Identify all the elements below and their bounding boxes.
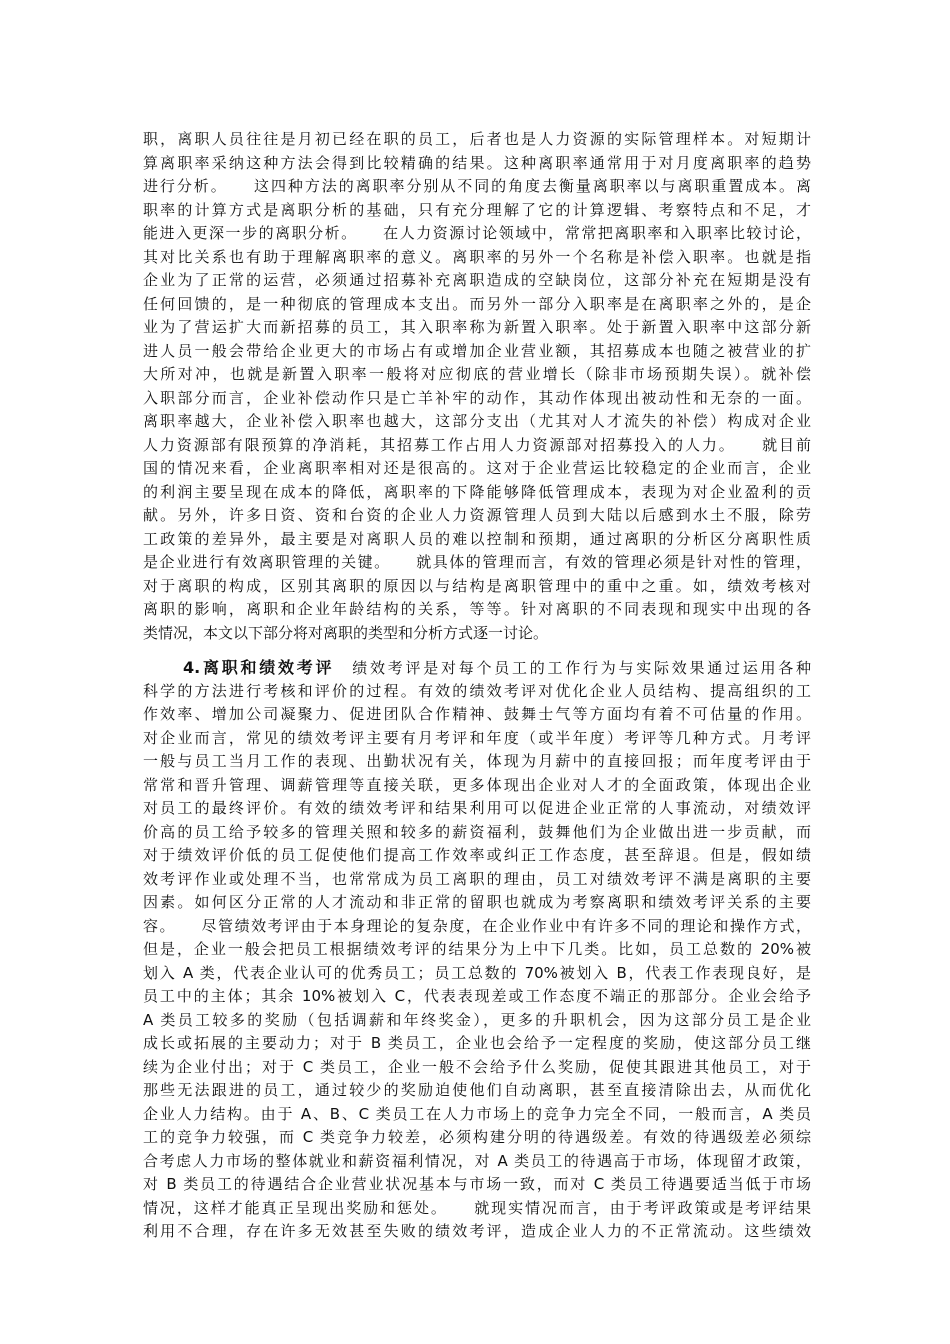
paragraph-line: 进人员一般会带给企业更大的市场占有或增加企业营业额，其招募成本也随之被营业的扩 bbox=[143, 341, 811, 360]
paragraph-line: 的利润主要呈现在成本的降低，离职率的下降能够降低管理成本，表现为对企业盈利的贡 bbox=[143, 482, 811, 501]
paragraph-line: 入职部分而言，企业补偿动作只是亡羊补牢的动作，其动作体现出被动性和无奈的一面。 bbox=[143, 388, 811, 407]
paragraph-line: 利用不合理，存在许多无效甚至失败的绩效考评，造成企业人力的不正常流动。这些绩效 bbox=[143, 1222, 811, 1240]
paragraph-line: 能进入更深一步的离职分析。 在人力资源讨论领域中，常常把离职率和入职率比较讨论， bbox=[143, 224, 811, 242]
paragraph-line: 对员工的最终评价。有效的绩效考评和结果利用可以促进企业正常的人事流动，对绩效评 bbox=[143, 799, 811, 817]
paragraph-line: 因素。如何区分正常的人才流动和非正常的留职也就成为考察离职和绩效考评关系的主要 bbox=[143, 893, 811, 911]
paragraph-line: 国的情况来看，企业离职率相对还是很高的。这对于企业营运比较稳定的企业而言，企业 bbox=[143, 459, 811, 477]
paragraph-line: 任何回馈的，是一种彻底的管理成本支出。而另外一部分入职率是在离职率之外的，是企 bbox=[143, 294, 811, 313]
paragraph-line: 绩效考评是对每个员工的工作行为与实际效果通过运用各种 bbox=[352, 659, 811, 677]
paragraph-line: 对于绩效评价低的员工促使他们提高工作效率或纠正工作态度，甚至辞退。但是，假如绩 bbox=[143, 846, 811, 864]
paragraph-line: 工政策的差异外，最主要是对离职人员的难以控制和预期，通过离职的分析区分离职性质 bbox=[143, 529, 811, 548]
section-1-body bbox=[143, 128, 811, 645]
paragraph-line: 合考虑人力市场的整体就业和薪资福利情况，对 A 类员工的待遇高于市场，体现留才政策， bbox=[143, 1151, 811, 1170]
paragraph-line: 划入 A 类，代表企业认可的优秀员工；员工总数的 70%被划入 B，代表工作表现良好，是 bbox=[143, 963, 811, 982]
paragraph-line: 离职率越大，企业补偿入职率也越大，这部分支出（尤其对人才流失的补偿）构成对企业 bbox=[143, 412, 811, 430]
paragraph-line: 献。另外，许多日资、资和台资的企业人力资源管理人员到大陆以后感到水土不服，除劳 bbox=[143, 506, 811, 524]
paragraph-line: 一般与员工当月工作的表现、出勤状况有关，体现为月薪中的直接回报；而年度考评由于 bbox=[143, 752, 811, 770]
paragraph-line: 那些无法跟进的员工，通过较少的奖励迫使他们自动离职，甚至直接清除出去，从而优化 bbox=[143, 1081, 811, 1099]
paragraph-line: 情况，这样才能真正呈现出奖励和惩处。 就现实情况而言，由于考评政策或是考评结果 bbox=[143, 1198, 811, 1217]
paragraph-line: 职，离职人员往往是月初已经在职的员工，后者也是人力资源的实际管理样本。对短期计 bbox=[143, 130, 811, 148]
section-2-body bbox=[143, 656, 811, 1244]
paragraph-line: 科学的方法进行考核和评价的过程。有效的绩效考评对优化企业人员结构、提高组织的工 bbox=[143, 681, 811, 700]
paragraph-line: 续为企业付出；对于 C 类员工，企业一般不会给予什么奖励，促使其跟进其他员工，对于 bbox=[143, 1057, 811, 1076]
paragraph-line: A 类员工较多的奖励（包括调薪和年终奖金），更多的升职机会，因为这部分员工是企业 bbox=[143, 1010, 811, 1029]
paragraph-line: 进行分析。 这四种方法的离职率分别从不同的角度去衡量离职率以与离职重置成本。离 bbox=[143, 177, 811, 195]
paragraph-line: 对企业而言，常见的绩效考评主要有月考评和年度（或半年度）考评等几种方式。月考评 bbox=[143, 728, 811, 747]
section-heading: 4.离职和绩效考评 bbox=[183, 658, 335, 677]
paragraph-line: 对于离职的构成，区别其离职的原因以与结构是离职管理中的重中之重。如，绩效考核对 bbox=[143, 576, 811, 595]
paragraph-line: 容。 尽管绩效考评由于本身理论的复杂度，在企业作业中有许多不同的理论和操作方式， bbox=[143, 916, 811, 935]
paragraph-line: 对 B 类员工的待遇结合企业营业状况基本与市场一致，而对 C 类员工待遇要适当低于市场 bbox=[143, 1175, 811, 1193]
paragraph-line: 业为了营运扩大而新招募的员工，其入职率称为新置入职率。处于新置入职率中这部分新 bbox=[143, 318, 811, 336]
section-heading-line bbox=[143, 656, 811, 680]
paragraph-line: 常常和晋升管理、调薪管理等直接关联，更多体现出企业对人才的全面政策，体现出企业 bbox=[143, 775, 811, 794]
paragraph-line: 作效率、增加公司凝聚力、促进团队合作精神、鼓舞士气等方面均有着不可估量的作用。 bbox=[143, 705, 811, 723]
paragraph-line: 工的竞争力较强，而 C 类竞争力较差，必须构建分明的待遇级差。有效的待遇级差必须综 bbox=[143, 1128, 811, 1146]
paragraph-line: 离职的影响，离职和企业年龄结构的关系，等等。针对离职的不同表现和现实中出现的各 bbox=[143, 600, 811, 618]
paragraph-line: 企业为了正常的运营，必须通过招募补充离职造成的空缺岗位，这部分补充在短期是没有 bbox=[143, 271, 811, 289]
paragraph-line: 员工中的主体；其余 10%被划入 C，代表表现差或工作态度不端正的那部分。企业会给予 bbox=[143, 987, 811, 1005]
paragraph-line: 但是，企业一般会把员工根据绩效考评的结果分为上中下几类。比如，员工总数的 20%被 bbox=[143, 940, 811, 958]
paragraph-line: 效考评作业或处理不当，也常常成为员工离职的理由，员工对绩效考评不满是离职的主要 bbox=[143, 869, 811, 888]
paragraph-line: 人力资源部有限预算的净消耗，其招募工作占用人力资源部对招募投入的人力。 就目前 bbox=[143, 435, 811, 454]
paragraph-line: 成长或拓展的主要动力；对于 B 类员工，企业也会给予一定程度的奖励，使这部分员工继 bbox=[143, 1034, 811, 1052]
paragraph-line: 是企业进行有效离职管理的关键。 就具体的管理而言，有效的管理必须是针对性的管理， bbox=[143, 553, 811, 571]
paragraph-line: 企业人力结构。由于 A、B、C 类员工在人力市场上的竞争力完全不同，一般而言，A 类员 bbox=[143, 1104, 811, 1123]
paragraph-line: 大所对冲，也就是新置入职率一般将对应彻底的营业增长（除非市场预期失误）。就补偿 bbox=[143, 365, 811, 383]
paragraph-line: 职率的计算方式是离职分析的基础，只有充分理解了它的计算逻辑、考察特点和不足，才 bbox=[143, 200, 811, 219]
paragraph-line: 价高的员工给予较多的管理关照和较多的薪资福利，鼓舞他们为企业做出进一步贡献，而 bbox=[143, 822, 811, 841]
paragraph-line: 算离职率采纳这种方法会得到比较精确的结果。这种离职率通常用于对月度离职率的趋势 bbox=[143, 153, 811, 172]
paragraph-line: 其对比关系也有助于理解离职率的意义。离职率的另外一个名称是补偿入职率。也就是指 bbox=[143, 247, 811, 266]
paragraph-line: 类情况，本文以下部分将对离职的类型和分析方式逐一讨论。 bbox=[143, 623, 549, 642]
